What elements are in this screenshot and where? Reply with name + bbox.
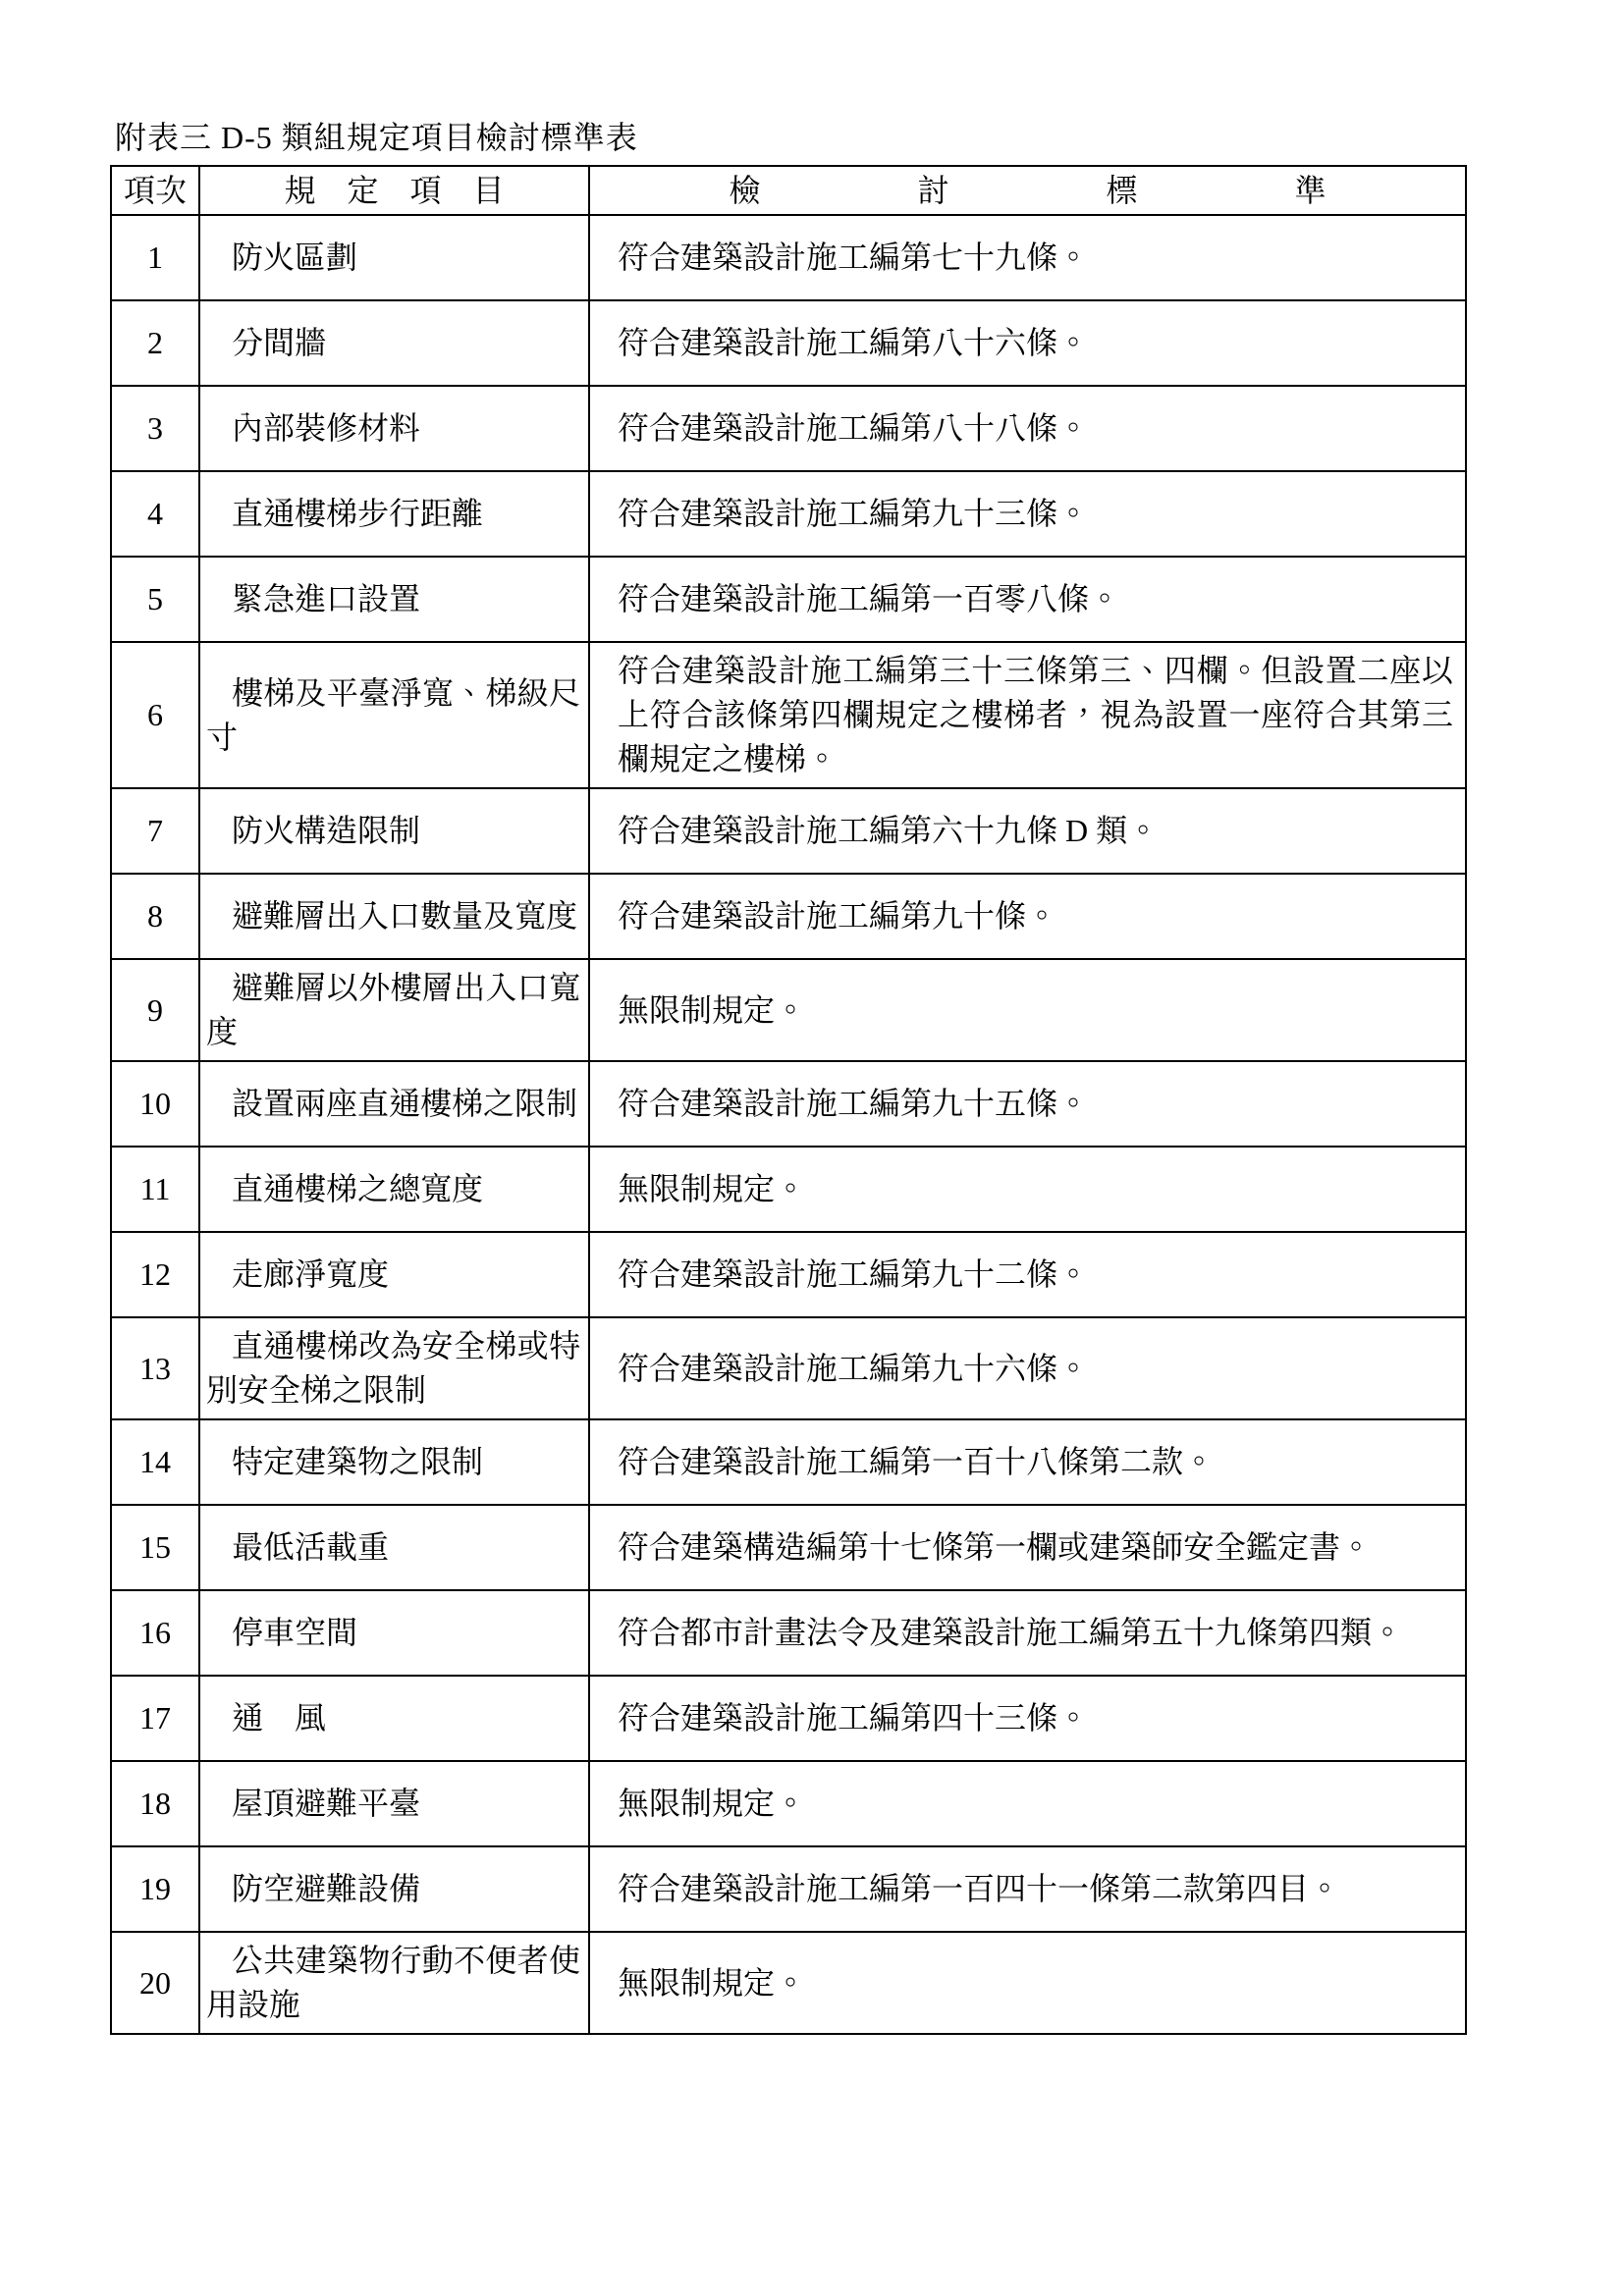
table-row — [112, 299, 1465, 385]
row-standard — [590, 1233, 1465, 1316]
row-standard — [590, 960, 1465, 1060]
row-standard — [590, 1148, 1465, 1231]
row-standard — [590, 1420, 1465, 1504]
table-row — [112, 1589, 1465, 1675]
row-standard-label: 符合建築設計施工編第七十九條。 — [618, 240, 1090, 275]
row-number: 11 — [112, 1148, 200, 1231]
row-item — [200, 960, 590, 1060]
row-number: 20 — [112, 1933, 200, 2033]
row-standard-label: 符合建築設計施工編第一百零八條。 — [618, 581, 1121, 616]
row-item-label: 防火區劃 — [232, 240, 358, 275]
header-item-no: 項次 — [112, 167, 200, 214]
table-row — [112, 641, 1465, 787]
row-item-label: 特定建築物之限制 — [232, 1444, 484, 1479]
row-standard-label: 符合建築設計施工編第九十六條。 — [618, 1350, 1090, 1386]
row-number: 2 — [112, 301, 200, 385]
row-standard-label: 符合建築設計施工編第四十三條。 — [618, 1700, 1090, 1735]
page-title: 附表三 D-5 類組規定項目檢討標準表 — [115, 120, 638, 155]
row-standard — [590, 1933, 1465, 2033]
standards-table — [110, 165, 1467, 2035]
row-standard — [590, 472, 1465, 556]
row-number: 4 — [112, 472, 200, 556]
row-standard — [590, 1591, 1465, 1675]
row-number: 17 — [112, 1677, 200, 1760]
table-row — [112, 1418, 1465, 1504]
row-standard — [590, 875, 1465, 958]
table-row — [112, 1675, 1465, 1760]
row-item-label: 分間牆 — [232, 325, 327, 360]
row-standard-label: 符合都市計畫法令及建築設計施工編第五十九條第四類。 — [618, 1615, 1404, 1650]
row-item — [200, 387, 590, 470]
row-standard — [590, 789, 1465, 873]
row-standard-label: 符合建築設計施工編第八十八條。 — [618, 410, 1090, 446]
row-number: 19 — [112, 1847, 200, 1931]
table-row — [112, 1845, 1465, 1931]
row-number: 7 — [112, 789, 200, 873]
row-number: 15 — [112, 1506, 200, 1589]
row-number: 9 — [112, 960, 200, 1060]
row-number: 16 — [112, 1591, 200, 1675]
table-row — [112, 1931, 1465, 2033]
row-item-label: 緊急進口設置 — [232, 581, 421, 616]
row-standard-label: 無限制規定。 — [618, 1786, 807, 1821]
row-standard — [590, 643, 1465, 787]
row-item — [200, 1318, 590, 1418]
row-item-label: 設置兩座直通樓梯之限制 — [232, 1086, 578, 1121]
row-item — [200, 789, 590, 873]
table-row — [112, 787, 1465, 873]
header-standard — [590, 167, 1465, 214]
row-item — [200, 1847, 590, 1931]
table-row — [112, 1760, 1465, 1845]
row-number: 1 — [112, 216, 200, 299]
table-row — [112, 1146, 1465, 1231]
row-standard-label: 無限制規定。 — [618, 1964, 807, 2001]
row-number: 8 — [112, 875, 200, 958]
table-row — [112, 385, 1465, 470]
header-item — [200, 167, 590, 214]
row-standard — [590, 1677, 1465, 1760]
table-row — [112, 1231, 1465, 1316]
row-standard — [590, 387, 1465, 470]
row-number: 5 — [112, 558, 200, 641]
row-item — [200, 301, 590, 385]
row-item — [200, 1933, 590, 2033]
table-row — [112, 214, 1465, 299]
row-item-label: 屋頂避難平臺 — [232, 1786, 421, 1821]
row-number: 14 — [112, 1420, 200, 1504]
table-header-row — [112, 167, 1465, 214]
row-item — [200, 875, 590, 958]
table-row — [112, 470, 1465, 556]
row-item-label: 直通樓梯步行距離 — [232, 496, 484, 531]
row-standard — [590, 1062, 1465, 1146]
row-item — [200, 1762, 590, 1845]
row-standard — [590, 1318, 1465, 1418]
table-row — [112, 1316, 1465, 1418]
row-item-label: 最低活載重 — [232, 1529, 390, 1565]
row-standard-label: 無限制規定。 — [618, 1171, 807, 1206]
row-standard — [590, 1506, 1465, 1589]
row-item-label: 走廊淨寬度 — [232, 1256, 390, 1292]
table-row — [112, 556, 1465, 641]
row-item — [200, 1506, 590, 1589]
row-number: 6 — [112, 643, 200, 787]
row-standard-label: 符合建築構造編第十七條第一欄或建築師安全鑑定書。 — [618, 1529, 1373, 1565]
row-standard — [590, 1847, 1465, 1931]
row-item — [200, 1062, 590, 1146]
row-number: 10 — [112, 1062, 200, 1146]
row-item-label: 直通樓梯之總寬度 — [232, 1171, 484, 1206]
row-item — [200, 1591, 590, 1675]
row-item-label: 樓梯及平臺淨寬、梯級尺寸 — [206, 674, 580, 755]
header-standard-label: 檢 討 標 準 — [729, 172, 1326, 208]
row-standard-label: 符合建築設計施工編第八十六條。 — [618, 325, 1090, 360]
table-row — [112, 958, 1465, 1060]
row-item — [200, 558, 590, 641]
row-item-label: 停車空間 — [232, 1615, 358, 1650]
row-item-label: 防火構造限制 — [232, 813, 421, 848]
row-item-label: 避難層以外樓層出入口寬度 — [206, 970, 580, 1049]
header-item-label: 規 定 項 目 — [284, 172, 505, 208]
row-item — [200, 1148, 590, 1231]
row-standard-label: 符合建築設計施工編第六十九條 D 類。 — [618, 813, 1160, 848]
row-number: 13 — [112, 1318, 200, 1418]
row-item — [200, 643, 590, 787]
table-row — [112, 1504, 1465, 1589]
row-standard-label: 符合建築設計施工編第一百四十一條第二款第四目。 — [618, 1871, 1341, 1906]
row-item-label: 避難層出入口數量及寬度 — [232, 898, 578, 934]
row-standard-label: 符合建築設計施工編第九十二條。 — [618, 1256, 1090, 1292]
row-standard — [590, 216, 1465, 299]
row-number: 3 — [112, 387, 200, 470]
row-item — [200, 1677, 590, 1760]
row-standard-label: 符合建築設計施工編第九十五條。 — [618, 1086, 1090, 1121]
row-item — [200, 216, 590, 299]
row-item-label: 直通樓梯改為安全梯或特別安全梯之限制 — [206, 1328, 580, 1408]
row-item-label: 公共建築物行動不便者使用設施 — [206, 1943, 580, 2022]
table-row — [112, 873, 1465, 958]
row-standard — [590, 558, 1465, 641]
row-standard-label: 符合建築設計施工編第九十三條。 — [618, 496, 1090, 531]
row-item-label: 防空避難設備 — [232, 1871, 421, 1906]
row-standard-label: 無限制規定。 — [618, 991, 807, 1028]
row-standard-label: 符合建築設計施工編第九十條。 — [618, 898, 1058, 934]
row-item — [200, 1233, 590, 1316]
row-number: 12 — [112, 1233, 200, 1316]
row-standard — [590, 301, 1465, 385]
table-body — [112, 214, 1465, 2033]
row-number: 18 — [112, 1762, 200, 1845]
row-item-label: 內部裝修材料 — [232, 410, 421, 446]
row-standard-label: 符合建築設計施工編第一百十八條第二款。 — [618, 1444, 1216, 1479]
table-row — [112, 1060, 1465, 1146]
row-standard-label: 符合建築設計施工編第三十三條第三、四欄。但設置二座以上符合該條第四欄規定之樓梯者，視為設置一座符合其第三欄規定之樓梯。 — [618, 653, 1453, 776]
row-item-label: 通 風 — [232, 1700, 327, 1735]
row-item — [200, 1420, 590, 1504]
row-standard — [590, 1762, 1465, 1845]
row-item — [200, 472, 590, 556]
